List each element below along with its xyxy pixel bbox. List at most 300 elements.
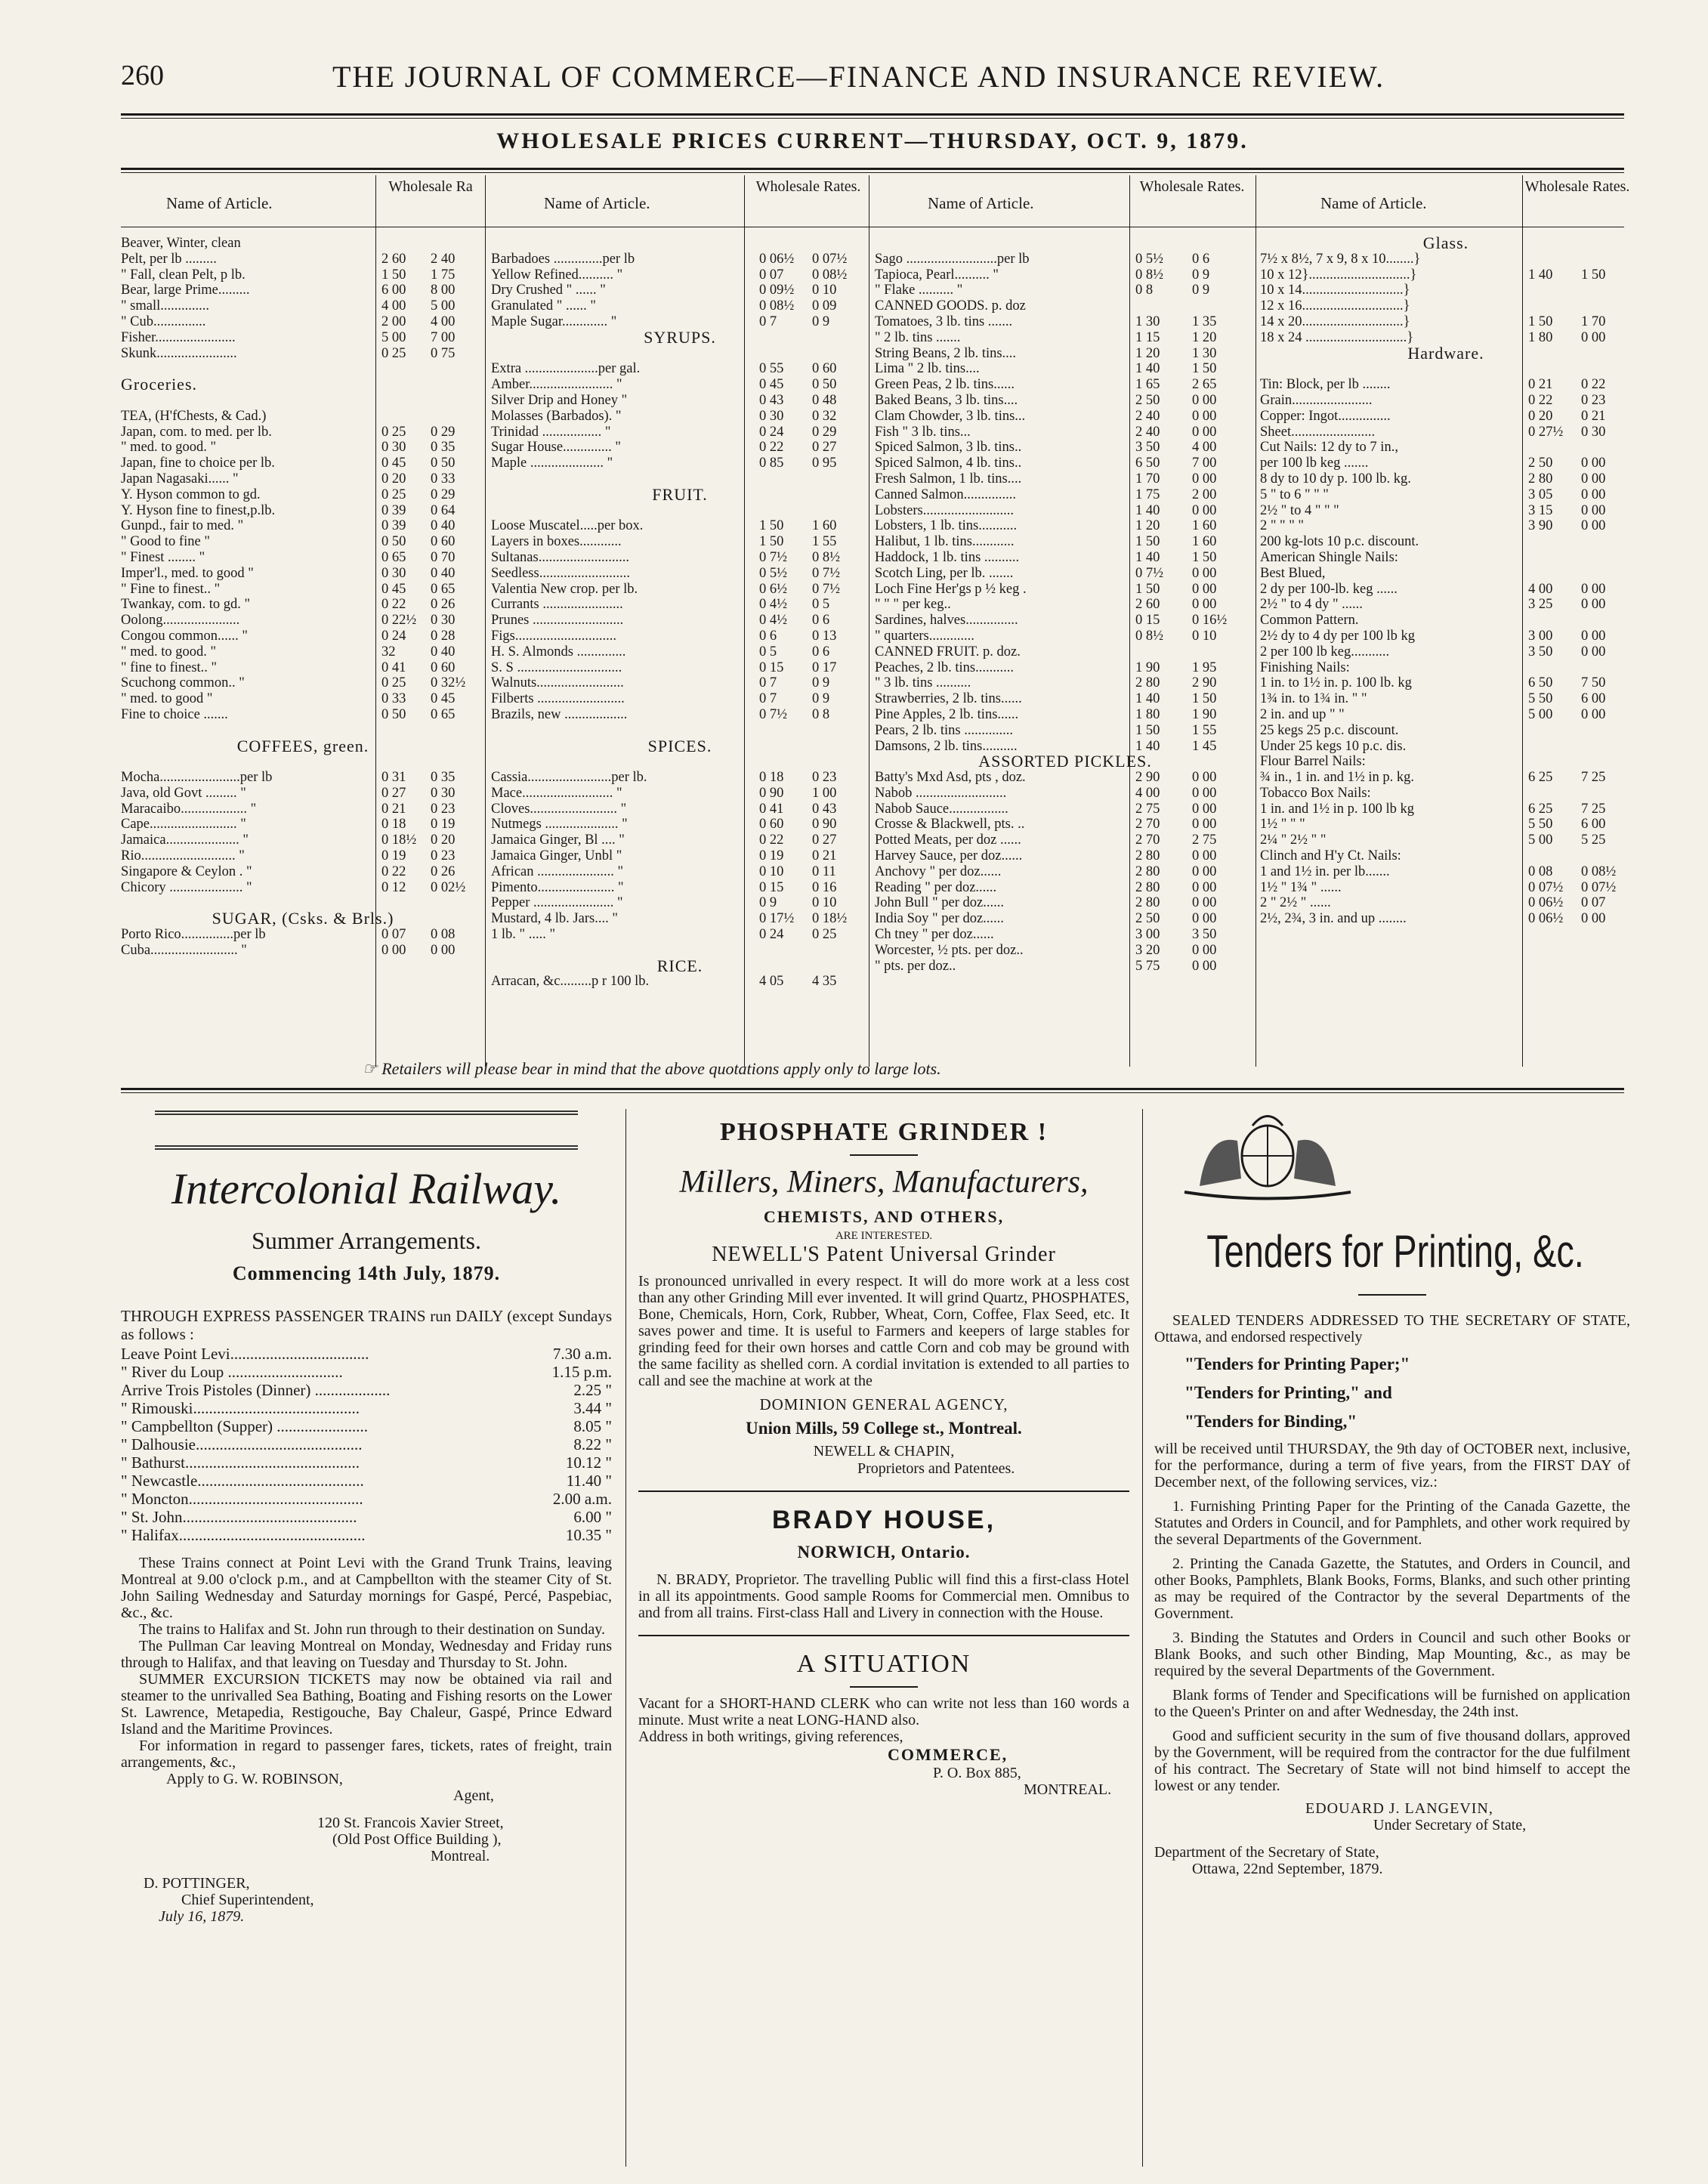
price-row [875,864,1256,880]
rate-low: 0 7 [759,691,777,707]
price-column-3 [875,175,1256,1059]
price-row [491,864,869,880]
rate-high: 0 7½ [812,565,840,581]
price-row [1260,817,1632,833]
price-row [1260,471,1632,487]
price-row [875,377,1256,393]
article-name: Y. Hyson common to gd. [121,487,261,502]
price-row [491,566,869,582]
price-row [491,911,869,927]
price-row [1260,425,1632,440]
rate-high: 0 23 [431,848,456,864]
rate-low: 0 25 [381,487,406,502]
rate-high: 0 08 [431,927,456,943]
rate-high: 1 55 [1192,722,1217,738]
rate-low: 0 9 [759,895,777,911]
price-column-4 [1260,175,1632,1059]
rate-high: 1 70 [1581,314,1606,329]
article-name: Granulated " ...... " [491,298,596,314]
col-head-rates: Wholesale Ra [388,178,473,195]
rate-high: 1 50 [1192,549,1217,565]
article-name: Flour Barrel Nails: [1260,754,1366,770]
article-name: Peaches, 2 lb. tins........... [875,660,1014,675]
article-name: Porto Rico...............per lb [121,927,266,943]
train-stop [121,1508,612,1526]
stop-name: Leave Point Levi................................... [121,1345,369,1363]
article-name: Fisher....................... [121,329,236,345]
article-name: 10 x 14.............................} [1260,283,1410,298]
phosphate-title: PHOSPHATE GRINDER ! [719,1118,1049,1146]
rate-low: 2 70 [1135,833,1160,848]
article-name: Groceries. [121,375,198,394]
rate-low: 0 22 [381,863,406,879]
rate-low: 4 00 [1528,581,1553,597]
price-row [121,927,485,943]
article-name: " med. to good. " [121,644,217,660]
price-row [1260,848,1632,864]
rate-low: 0 43 [759,392,784,408]
article-name: 2 in. and up " " [1260,706,1345,722]
article-name: Maple ..................... " [491,456,613,471]
rate-low: 3 00 [1135,927,1160,943]
rate-high: 0 8½ [812,549,840,565]
price-row [121,802,485,817]
price-row [121,425,485,440]
rate-low: 2 50 [1135,911,1160,927]
tenders-p1: will be received until THURSDAY, the 9th day of OCTOBER next, inclusive, for the performance, during a term of five years, from the FIRST DAY of December next, of the following services, viz.: [1154,1441,1630,1490]
article-name: Cape......................... " [121,817,246,833]
rate-low: 2 80 [1135,863,1160,879]
rate-high: 0 00 [1581,628,1606,644]
rate-low: 1 50 [381,267,406,283]
article-name: Cassia........................per lb. [491,770,647,786]
price-row [1260,361,1632,377]
price-row [491,833,869,848]
rate-low: 6 00 [381,283,406,298]
rate-low: 2 80 [1135,879,1160,895]
tenders-q1: "Tenders for Printing Paper;" [1184,1355,1410,1373]
tenders-q3: "Tenders for Binding," [1184,1412,1357,1431]
article-name: Canned Salmon............... [875,487,1017,502]
rate-low: 3 90 [1528,518,1553,534]
price-row [1260,252,1632,267]
rate-high: 0 50 [431,456,456,471]
price-row [1260,911,1632,927]
rate-low: 0 45 [381,581,406,597]
price-row [121,629,485,644]
price-row [1260,770,1632,786]
rate-low: 1 50 [759,518,784,534]
rate-low: 0 07 [381,927,406,943]
rate-low: 1 50 [1135,534,1160,550]
rate-low: 0 25 [381,345,406,361]
rate-low: 0 31 [381,770,406,786]
price-row [1260,456,1632,471]
col-head-rates: Wholesale Rates. [1524,178,1630,195]
railway-date: July 16, 1879. [159,1908,245,1925]
rate-high: 1 60 [1192,518,1217,534]
price-row [491,691,869,707]
price-row [875,959,1256,975]
rate-high: 0 23 [812,770,837,786]
rate-low: 0 22 [381,597,406,613]
rate-low: 2 75 [1135,801,1160,817]
price-row [875,471,1256,487]
rate-low: 0 09½ [759,283,795,298]
price-row [121,236,485,252]
article-name: " med. to good " [121,691,213,707]
article-name: " Finest ........ " [121,549,205,565]
article-name: Fish " 3 lb. tins... [875,424,971,440]
price-row [875,802,1256,817]
price-column-2 [491,175,869,1059]
rate-low: 0 45 [381,456,406,471]
article-name: Haddock, 1 lb. tins .......... [875,549,1020,565]
rate-high: 1 50 [1192,361,1217,377]
rate-high: 0 9 [1192,283,1210,298]
rate-low: 2 40 [1135,424,1160,440]
price-row [1260,660,1632,676]
rate-low: 1 40 [1135,691,1160,707]
price-list [1260,233,1632,927]
price-row [875,314,1256,330]
rate-high: 0 21 [1581,408,1606,424]
rate-high: 0 07½ [812,251,848,267]
railway-p1: These Trains connect at Point Levi with the Grand Trunk Trains, leaving Montreal at 9.00 o'clock p.m., and at Campbellton with the steamer City of St. John Sailing Wednesday and Saturday mornings for Gaspé, Percé, Paspebiac, &c., &c. [121,1555,612,1621]
rate-high: 0 23 [1581,392,1606,408]
article-name: Pimento...................... " [491,879,624,895]
article-name: Prunes .......................... [491,613,624,629]
price-list [121,236,485,959]
article-name: Beaver, Winter, clean [121,236,241,251]
article-name: Sago ..........................per lb [875,251,1030,267]
rate-low: 5 00 [1528,706,1553,722]
railway-p3: The Pullman Car leaving Montreal on Monday, Wednesday and Friday runs through to Halifax, and that leaving on Tuesday and Thursday to St. John. [121,1638,612,1671]
price-row [121,283,485,298]
article-name: Nabob .......................... [875,785,1007,801]
price-row [875,911,1256,927]
article-name: 7½ x 8½, 7 x 9, 8 x 10........} [1260,251,1421,267]
railway-addr2: (Old Post Office Building ), [332,1831,502,1848]
price-row [121,550,485,566]
middle-ads [638,1103,1129,1798]
rate-low: 0 4½ [759,597,787,613]
rate-low: 2 70 [1135,817,1160,833]
rate-low: 0 24 [759,424,784,440]
article-name: 2¼ " 2½ " " [1260,833,1327,848]
rate-high: 0 13 [812,628,837,644]
price-row [491,754,869,770]
price-row [491,770,869,786]
article-name: Maracaibo................... " [121,801,257,817]
section-rule-thin [121,1092,1624,1093]
article-name: Twankay, com. to gd. " [121,597,251,613]
article-name: Pears, 2 lb. tins .............. [875,722,1013,738]
price-row [491,252,869,267]
col-divider [485,175,486,1067]
railway-p5: For information in regard to passenger fares, tickets, rates of freight, train arrangements, &c., [121,1738,612,1771]
stop-time: 8.05 " [573,1417,612,1435]
article-name: Ch tney " per doz...... [875,927,994,943]
rate-high: 0 40 [431,565,456,581]
article-name: Dry Crushed " ...... " [491,283,606,298]
article-name: Maple Sugar............. " [491,314,617,329]
rate-low: 2 80 [1135,848,1160,864]
rate-high: 0 00 [1192,471,1217,487]
article-name: Common Pattern. [1260,613,1359,629]
rate-low: 0 39 [381,502,406,518]
price-row [1260,739,1632,755]
rate-low: 0 22 [759,440,784,456]
rate-high: 1 50 [1192,691,1217,707]
article-name: Jamaica Ginger, Bl .... " [491,833,625,848]
article-name: 12 x 16.............................} [1260,298,1410,314]
price-row [875,707,1256,723]
rate-low: 3 50 [1135,440,1160,456]
price-row [491,236,869,252]
rate-low: 0 08½ [759,298,795,314]
rate-high: 0 33 [431,471,456,487]
article-name: COFFEES, green. [236,736,369,755]
price-row [1260,534,1632,550]
price-row [1260,393,1632,409]
price-row [1260,582,1632,598]
article-name: Pine Apples, 2 lb. tins...... [875,706,1019,722]
price-row [875,534,1256,550]
price-row [121,314,485,330]
situation-box: P. O. Box 885, [933,1765,1021,1781]
rate-low: 5 00 [381,329,406,345]
section-heading [1260,233,1632,252]
rate-high: 6 00 [1581,817,1606,833]
rate-high: 0 00 [1192,770,1217,786]
rate-high: 1 30 [1192,345,1217,361]
tenders-item3: 3. Binding the Statutes and Orders in Council and such other Books or Blank Books, and such other Binding, Map Mounting, &c., as may be required by the several Departments of the Government. [1154,1630,1630,1679]
price-row [875,252,1256,267]
rate-high: 0 29 [812,424,837,440]
stop-name: " St. John............................................ [121,1508,357,1526]
price-row [875,675,1256,691]
rate-low: 0 07½ [1528,879,1564,895]
article-name: Grain....................... [1260,392,1373,408]
price-row [1260,283,1632,298]
price-row [121,644,485,660]
rate-low: 32 [381,644,396,660]
rate-low: 1 50 [1135,581,1160,597]
article-name: Cut Nails: 12 dy to 7 in., [1260,440,1398,456]
article-name: Mustard, 4 lb. Jars.... " [491,911,618,927]
rate-low: 0 18½ [381,833,417,848]
stop-time: 10.35 " [565,1526,612,1544]
price-row [121,864,485,880]
article-name: American Shingle Nails: [1260,549,1398,565]
price-row [1260,880,1632,896]
train-stop [121,1381,612,1399]
article-name: Rio........................... " [121,848,245,864]
rate-low: 0 15 [759,660,784,675]
tenders-date: Ottawa, 22nd September, 1879. [1192,1861,1383,1877]
rate-high: 0 60 [431,534,456,550]
price-row [121,346,485,362]
article-name: 1¾ in. to 1¾ in. " " [1260,691,1367,707]
price-list [875,236,1256,974]
rate-low: 0 17½ [759,911,795,927]
rate-low: 1 40 [1528,267,1553,283]
rate-high: 0 00 [1581,644,1606,660]
article-name: 2 " 2½ " ...... [1260,895,1331,911]
rate-high: 0 00 [1581,518,1606,534]
article-name: Congou common...... " [121,628,248,644]
rate-low: 0 7½ [759,549,787,565]
price-row [875,927,1256,943]
tenders-title: Tenders for Printing, &c. [1206,1226,1584,1277]
rate-high: 1 90 [1192,706,1217,722]
price-row [875,566,1256,582]
article-name: Seedless.......................... [491,565,630,581]
price-row [491,582,869,598]
tenders-p2: Blank forms of Tender and Specifications will be furnished on application to the Queen's Printer on and after Wednesday, the 24th inst. [1154,1687,1630,1720]
stop-name: " Rimouski.......................................... [121,1399,360,1417]
article-name: Singapore & Ceylon . " [121,863,252,879]
rate-low: 0 7½ [1135,565,1163,581]
rate-high: 1 95 [1192,660,1217,675]
price-row [1260,786,1632,802]
railway-intro: THROUGH EXPRESS PASSENGER TRAINS run DAILY (except Sundays as follows : [121,1307,612,1343]
train-stop [121,1435,612,1453]
railway-ad [121,1103,612,1925]
short-rule [850,1154,918,1156]
rate-high: 0 8 [812,706,830,722]
rate-high: 1 00 [812,785,837,801]
rate-high: 0 22 [1581,377,1606,393]
price-row [121,833,485,848]
rate-high: 6 00 [1581,691,1606,707]
rate-high: 0 00 [1192,848,1217,864]
rate-high: 0 32 [812,408,837,424]
price-row [491,534,869,550]
price-row [875,236,1256,252]
rate-low: 0 22 [1528,392,1553,408]
article-name: 5 " to 6 " " " [1260,487,1329,502]
rate-low: 1 50 [1135,722,1160,738]
rate-low: 0 30 [381,565,406,581]
price-row [491,880,869,896]
price-row [491,675,869,691]
rate-high: 2 90 [1192,675,1217,691]
stop-name: " Dalhousie.......................................... [121,1435,363,1453]
rate-high: 2 40 [431,251,456,267]
rate-low: 0 21 [381,801,406,817]
price-row [121,566,485,582]
rate-low: 0 7 [759,675,777,691]
price-row [1260,864,1632,880]
article-name: Skunk....................... [121,345,237,361]
article-name: 2½, 2¾, 3 in. and up ........ [1260,911,1407,927]
article-name: Tapioca, Pearl.......... " [875,267,999,283]
stop-name: " Moncton............................................ [121,1490,363,1508]
article-name: Crosse & Blackwell, pts. .. [875,817,1025,833]
rate-high: 0 00 [1192,424,1217,440]
rate-high: 0 00 [1192,408,1217,424]
article-name: 25 kegs 25 p.c. discount. [1260,722,1399,738]
rate-high: 0 00 [1581,911,1606,927]
rate-high: 0 00 [1192,879,1217,895]
rate-low: 2 40 [1135,408,1160,424]
rate-high: 0 00 [1581,706,1606,722]
article-name: " Flake .......... " [875,283,963,298]
ad-divider [1142,1109,1143,2167]
rate-low: 0 55 [759,361,784,377]
article-name: " 3 lb. tins .......... [875,675,971,691]
brady-title: BRADY HOUSE, [771,1506,996,1534]
rate-high: 7 25 [1581,770,1606,786]
article-name: " Cub............... [121,314,206,329]
rate-low: 0 06½ [1528,895,1564,911]
article-name: String Beans, 2 lb. tins.... [875,345,1017,361]
stop-time: 7.30 a.m. [552,1345,612,1363]
price-row [121,754,485,770]
price-row [121,943,485,959]
rate-low: 0 8½ [1135,267,1163,283]
article-name: Mace.......................... " [491,785,622,801]
rate-low: 0 19 [381,848,406,864]
rate-high: 0 00 [1192,597,1217,613]
price-row [1260,409,1632,425]
article-name: " pts. per doz.. [875,958,956,974]
price-row [875,644,1256,660]
rate-high: 0 9 [1192,267,1210,283]
rate-low: 0 24 [759,927,784,943]
stop-name: Arrive Trois Pistoles (Dinner) ................... [121,1381,391,1399]
rate-high: 0 00 [1192,895,1217,911]
train-engraving [155,1111,578,1150]
article-name: Batty's Mxd Asd, pts , doz. [875,770,1026,786]
article-name: Japan, com. to med. per lb. [121,424,272,440]
price-row [875,880,1256,896]
price-row [121,817,485,833]
article-name: 1½ " " " [1260,817,1305,833]
rate-high: 0 16½ [1192,613,1228,629]
rate-high: 4 00 [431,314,456,329]
article-name: 1½ " 1¾ " ...... [1260,879,1342,895]
price-row [875,346,1256,362]
rate-high: 5 00 [431,298,456,314]
railway-addr3: Montreal. [431,1848,490,1864]
price-row [875,786,1256,802]
price-row [875,597,1256,613]
article-name: Java, old Govt ......... " [121,785,246,801]
rate-high: 0 00 [1581,456,1606,471]
price-row [1260,267,1632,283]
railway-agent: Agent, [453,1787,494,1804]
rate-low: 0 50 [381,534,406,550]
price-row [491,802,869,817]
article-name: Best Blued, [1260,565,1326,581]
rate-high: 0 95 [812,456,837,471]
rate-low: 0 8½ [1135,628,1163,644]
rate-high: 0 00 [1192,785,1217,801]
rate-high: 0 48 [812,392,837,408]
rate-low: 5 50 [1528,817,1553,833]
rate-low: 5 50 [1528,691,1553,707]
table-top-rule [121,168,1624,170]
article-name: Lima " 2 lb. tins.... [875,361,980,377]
page-number: 260 [121,60,164,91]
price-row [121,252,485,267]
rate-high: 4 00 [1192,440,1217,456]
tenders-ad [1154,1103,1630,1877]
rate-high: 0 75 [431,345,456,361]
